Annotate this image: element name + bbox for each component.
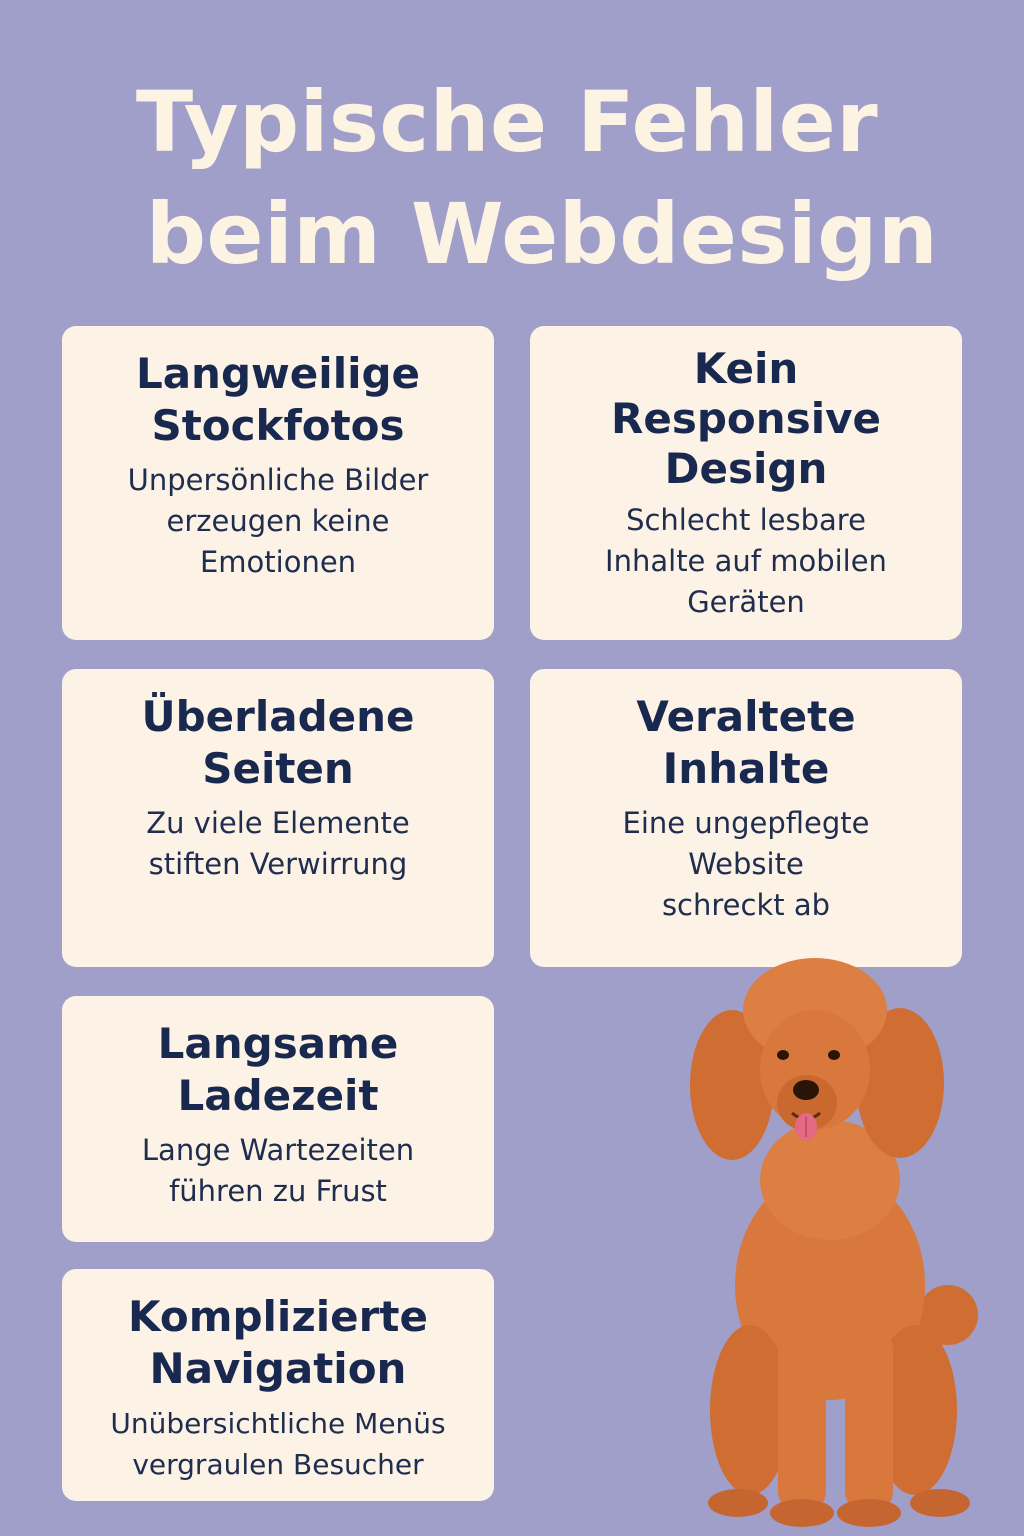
poodle-foot-back-left (708, 1489, 768, 1517)
card-title: Veraltete Inhalte (636, 692, 856, 793)
poodle-front-leg-right (845, 1325, 893, 1515)
poodle-eye-right (828, 1050, 840, 1060)
card-text: Lange Wartezeiten führen zu Frust (141, 1133, 415, 1208)
card-text: Zu viele Elemente stiften Verwirrung (146, 806, 410, 881)
card-komplizierte-navigation (62, 1269, 494, 1501)
card-title: Überladene Seiten (141, 692, 415, 793)
poodle-foot-left (770, 1499, 834, 1527)
poodle-illustration (680, 955, 1000, 1530)
poodle-front-leg-left (778, 1325, 826, 1515)
card-text: Unpersönliche Bilder erzeugen keine Emotionen (127, 463, 429, 579)
card-stockfotos (62, 326, 494, 640)
page-title-line-1: Typische Fehler (135, 73, 879, 171)
poodle-eye-left (777, 1050, 789, 1060)
page-title (0, 66, 1024, 290)
page-title-line-2: beim Webdesign (145, 185, 939, 283)
card-veraltete-inhalte (530, 669, 962, 967)
card-ueberladene-seiten (62, 669, 494, 967)
card-title: Komplizierte Navigation (128, 1292, 428, 1393)
card-title: Langweilige Stockfotos (135, 349, 421, 450)
poodle-foot-right (837, 1499, 901, 1527)
card-text: Schlecht lesbare Inhalte auf mobilen Geräten (605, 503, 887, 619)
card-title: Langsame Ladezeit (157, 1019, 399, 1120)
poodle-nose (793, 1080, 819, 1100)
poodle-foot-back-right (910, 1489, 970, 1517)
card-text: Unübersichtliche Menüs vergraulen Besucher (110, 1407, 446, 1481)
card-title: Kein Responsive Design (611, 344, 881, 493)
card-langsame-ladezeit (62, 996, 494, 1242)
card-responsive-design (530, 326, 962, 640)
card-text: Eine ungepflegte Website schreckt ab (622, 806, 870, 922)
